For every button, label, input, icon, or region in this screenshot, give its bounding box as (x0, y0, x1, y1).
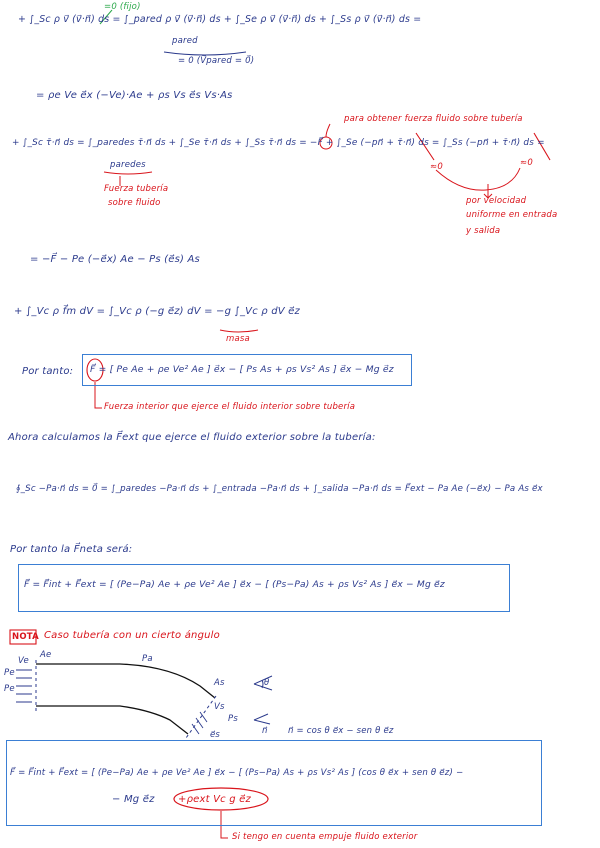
zero-a: ≈0 (430, 162, 443, 172)
diagram-ae: Ae (40, 650, 52, 660)
velocidad-3: y salida (466, 226, 501, 236)
pipe-top-wall (36, 664, 215, 698)
diagram-es: e⃗s (210, 730, 221, 740)
diagram-as: As (214, 678, 225, 688)
eq-pressure-forces: = −F⃗ − Pe (−e⃗x) Ae − Ps (e⃗s) As (30, 254, 200, 265)
pipe-bottom-wall (36, 706, 188, 734)
fuerza-tuberia-1: Fuerza tubería (104, 184, 169, 194)
empuje-term: +ρext Vc g e⃗z (178, 794, 251, 805)
diagram-ps: Ps (228, 714, 238, 724)
nota-title: Caso tubería con un cierto ángulo (44, 630, 220, 641)
fijo-note: =0 (fijo) (104, 2, 141, 12)
pared-label: pared (172, 36, 198, 46)
eq-net-force: F⃗ = F⃗int + F⃗ext = [ (Pe−Pa) Ae + ρe Ve² Ae ] e⃗x − [ (Ps−Pa) As + ρs Vs² As ] e⃗x − Mg e⃗z (24, 580, 445, 590)
eq-force-interior: F⃗ = [ Pe Ae + ρe Ve² Ae ] e⃗x − [ Ps As + ρs Vs² As ] e⃗x − Mg e⃗z (90, 364, 394, 375)
masa-underline (220, 330, 258, 332)
eq-net-force-angle-b: − Mg e⃗z (112, 794, 155, 805)
neta-text: Por tanto la F⃗neta será: (10, 544, 133, 555)
eq-exterior-pressure: ∮_Sc −Pa·n⃗ ds = 0⃗ = ∫_paredes −Pa·n⃗ ds + ∫_entrada −Pa·n⃗ ds + ∫_salida −Pa·n⃗ ds = F⃗ext − Pa Ae (−e⃗x) − Pa As e⃗x (16, 484, 543, 494)
normal-equation: n⃗ = cos θ e⃗x − sen θ e⃗z (288, 726, 394, 736)
diagram-pe-2: Pe (4, 684, 15, 694)
paredes-label: paredes (110, 160, 146, 170)
velocidad-arrow (436, 168, 520, 190)
ahora-text: Ahora calculamos la F⃗ext que ejerce el fluido exterior sobre la tubería: (8, 432, 376, 443)
velocidad-1: por velocidad (466, 196, 527, 206)
para-obtener-note: para obtener fuerza fluido sobre tubería (344, 114, 523, 124)
velocidad-2: uniforme en entrada (466, 210, 558, 220)
masa-label: masa (226, 334, 250, 344)
es-axes-icon (254, 714, 270, 724)
eq-flux-result: = ρe Ve e⃗x (−Ve)·Ae + ρs Vs e⃗s Vs·As (36, 90, 233, 101)
nota-tag: NOTA (12, 632, 39, 642)
diagram-ve: Ve (18, 656, 29, 666)
diagram-pa: Pa (142, 654, 153, 664)
paredes-underline (104, 172, 152, 174)
por-tanto-label: Por tanto: (22, 366, 74, 377)
diagram-vs: Vs (214, 702, 225, 712)
diagram-n: n⃗ (262, 726, 268, 736)
outflow-arrows (192, 712, 207, 734)
pared-underline (164, 52, 246, 55)
diagram-pe-1: Pe (4, 668, 15, 678)
empuje-note: Si tengo en cuenta empuje fluido exterior (232, 832, 418, 842)
zero-b: ≈0 (520, 158, 533, 168)
result-box-3 (6, 740, 542, 826)
diagram-theta: θ (264, 678, 270, 688)
fuerza-interior-note: Fuerza interior que ejerce el fluido interior sobre tubería (104, 402, 356, 412)
eq-stress: + ∫_Sc τ̄·n⃗ ds = ∫_paredes τ̄·n⃗ ds + ∫_Se τ̄·n⃗ ds + ∫_Ss τ̄·n⃗ ds = −F⃗ + ∫_Se (−pn⃗ + τ̄·n⃗) ds = ∫_Ss (−pn⃗ + τ̄·n⃗) ds = (12, 138, 545, 148)
para-obtener-arrow (326, 124, 330, 137)
pared-zero-note: = 0 (V⃗pared = 0⃗) (178, 56, 255, 66)
fuerza-tuberia-2: sobre fluido (108, 198, 161, 208)
eq-momentum-flux: + ∫_Sc ρ v⃗ (v⃗·n⃗) ds = ∫_pared ρ v⃗ (v⃗·n⃗) ds + ∫_Se ρ v⃗ (v⃗·n⃗) ds + ∫_Ss ρ v⃗ (v⃗·n⃗) ds = (18, 14, 422, 25)
eq-net-force-angle-a: F⃗ = F⃗int + F⃗ext = [ (Pe−Pa) Ae + ρe Ve² Ae ] e⃗x − [ (Ps−Pa) As + ρs Vs² As ] (cos θ e⃗x + sen θ e⃗z) − (10, 768, 464, 778)
eq-body-force: + ∫_Vc ρ f⃗m dV = ∫_Vc ρ (−g e⃗z) dV = −g ∫_Vc ρ dV e⃗z (14, 306, 300, 317)
inflow-arrows (16, 670, 32, 702)
